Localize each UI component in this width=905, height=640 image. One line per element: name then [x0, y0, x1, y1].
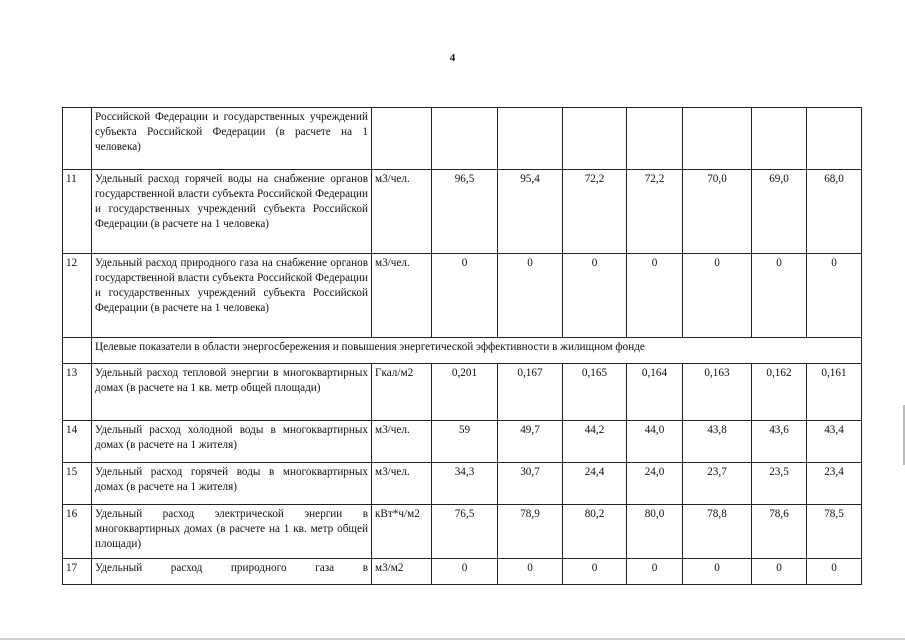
- page-number: 4: [449, 52, 456, 64]
- table-row: [63, 505, 862, 559]
- row-value: 78,6: [752, 505, 807, 559]
- row-value: [432, 108, 498, 170]
- row-value: 78,8: [683, 505, 752, 559]
- row-unit: м3/чел.: [372, 421, 432, 463]
- row-value: 78,5: [807, 505, 862, 559]
- row-unit: м3/чел.: [372, 170, 432, 254]
- row-value: 49,7: [498, 421, 563, 463]
- row-value: [563, 108, 627, 170]
- row-value: 0: [752, 254, 807, 338]
- row-value: 44,2: [563, 421, 627, 463]
- row-value: 72,2: [627, 170, 683, 254]
- row-value: 0,162: [752, 364, 807, 421]
- row-value: 72,2: [563, 170, 627, 254]
- row-value: 0: [498, 559, 563, 585]
- row-unit: м3/чел.: [372, 463, 432, 505]
- row-value: 0,201: [432, 364, 498, 421]
- table-row: [63, 170, 862, 254]
- row-description: Российской Федерации и государственных учреждений субъекта Российской Федерации (в расчете на 1 человека): [92, 108, 372, 170]
- row-description: Удельный расход тепловой энергии в многоквартирных домах (в расчете на 1 кв. метр общей площади): [92, 364, 372, 421]
- row-value: [683, 108, 752, 170]
- row-value: 0: [683, 254, 752, 338]
- row-value: 80,0: [627, 505, 683, 559]
- row-value: 70,0: [683, 170, 752, 254]
- row-value: [807, 108, 862, 170]
- row-value: 0: [627, 559, 683, 585]
- row-value: 0,163: [683, 364, 752, 421]
- row-unit: м3/чел.: [372, 254, 432, 338]
- table-row: [63, 364, 862, 421]
- row-unit: кВт*ч/м2: [372, 505, 432, 559]
- row-value: 0: [563, 254, 627, 338]
- row-number: 12: [63, 254, 92, 338]
- row-unit: [372, 108, 432, 170]
- row-value: 43,6: [752, 421, 807, 463]
- row-value: 43,8: [683, 421, 752, 463]
- row-value: 95,4: [498, 170, 563, 254]
- row-value: 0: [563, 559, 627, 585]
- row-value: 0: [627, 254, 683, 338]
- row-value: 0,161: [807, 364, 862, 421]
- row-value: 80,2: [563, 505, 627, 559]
- indicators-table: [62, 107, 862, 585]
- table-row: [63, 108, 862, 170]
- section-header: Целевые показатели в области энергосбережения и повышения энергетической эффективности в жилищном фонде: [92, 338, 862, 364]
- row-description: Удельный расход электрической энергии в многоквартирных домах (в расчете на 1 кв. метр общей площади): [92, 505, 372, 559]
- row-number: 17: [63, 559, 92, 585]
- row-value: 0,167: [498, 364, 563, 421]
- row-value: 69,0: [752, 170, 807, 254]
- row-number: 15: [63, 463, 92, 505]
- row-value: 0: [432, 254, 498, 338]
- row-number: 14: [63, 421, 92, 463]
- row-value: 0: [432, 559, 498, 585]
- row-value: 0: [498, 254, 563, 338]
- row-number: 13: [63, 364, 92, 421]
- row-value: 24,4: [563, 463, 627, 505]
- row-description: Удельный расход горячей воды на снабжение органов государственной власти субъекта Российской Федерации и государственных учреждений субъекта Российской Федерации (в расчете на 1 человека): [92, 170, 372, 254]
- row-value: 0,164: [627, 364, 683, 421]
- row-value: 24,0: [627, 463, 683, 505]
- table-row: [63, 463, 862, 505]
- row-value: [627, 108, 683, 170]
- row-value: 0,165: [563, 364, 627, 421]
- row-value: 43,4: [807, 421, 862, 463]
- table-row: [63, 559, 862, 585]
- row-value: 78,9: [498, 505, 563, 559]
- row-value: 96,5: [432, 170, 498, 254]
- row-value: 0: [807, 254, 862, 338]
- row-value: 23,4: [807, 463, 862, 505]
- row-value: 0: [807, 559, 862, 585]
- row-unit: м3/м2: [372, 559, 432, 585]
- row-value: 30,7: [498, 463, 563, 505]
- row-unit: Гкал/м2: [372, 364, 432, 421]
- row-value: 76,5: [432, 505, 498, 559]
- section-number-cell: [63, 338, 92, 364]
- row-value: 44,0: [627, 421, 683, 463]
- section-header-row: [63, 338, 862, 364]
- row-number: [63, 108, 92, 170]
- table-row: [63, 421, 862, 463]
- row-value: 34,3: [432, 463, 498, 505]
- row-description: Удельный расход природного газа на снабжение органов государственной власти субъекта Российской Федерации и государственных учреждений субъекта Российской Федерации (в расчете на 1 человека): [92, 254, 372, 338]
- row-value: 23,5: [752, 463, 807, 505]
- row-value: 0: [683, 559, 752, 585]
- row-value: 68,0: [807, 170, 862, 254]
- row-value: 59: [432, 421, 498, 463]
- row-number: 11: [63, 170, 92, 254]
- row-value: 0: [752, 559, 807, 585]
- row-number: 16: [63, 505, 92, 559]
- table-row: [63, 254, 862, 338]
- row-value: 23,7: [683, 463, 752, 505]
- row-description: Удельный расход горячей воды в многоквартирных домах (в расчете на 1 жителя): [92, 463, 372, 505]
- row-description: Удельный расход холодной воды в многоквартирных домах (в расчете на 1 жителя): [92, 421, 372, 463]
- row-value: [752, 108, 807, 170]
- row-description: Удельный расход природного газа в: [92, 559, 372, 585]
- row-value: [498, 108, 563, 170]
